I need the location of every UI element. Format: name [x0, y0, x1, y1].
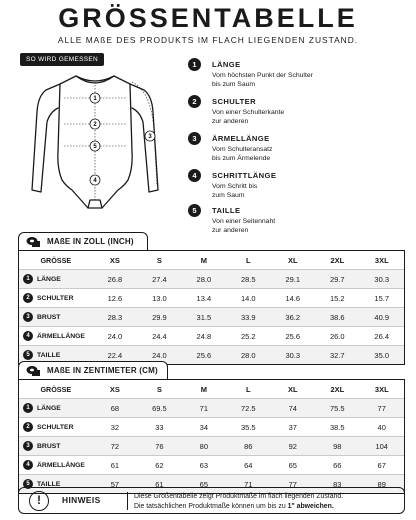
row-number-badge: 5: [23, 350, 33, 360]
row-label-text: BRUST: [37, 442, 61, 450]
column-header-2xl: 2XL: [330, 255, 345, 265]
legend-description: Vom Schulteransatz bis zum Ärmelende: [212, 146, 273, 162]
legend-description: Vom höchsten Punkt der Schulter bis zum Saum: [212, 72, 313, 88]
table-cell: 34: [199, 422, 209, 432]
row-label: [19, 308, 93, 327]
table-cell: 26.8: [107, 274, 123, 284]
row-label-text: TAILLE: [37, 480, 61, 488]
legend-title: ÄRMELLÄNGE: [212, 134, 270, 143]
table-cell: 66: [333, 460, 342, 470]
table-cell: 69.5: [152, 403, 167, 413]
table-cell: 74: [288, 403, 297, 413]
table-cell: 26.0: [329, 331, 345, 341]
table-row: [19, 307, 404, 326]
row-label-text: LÄNGE: [37, 404, 61, 412]
row-label: [19, 399, 93, 418]
column-header-3xl: 3XL: [374, 255, 389, 265]
legend-item-waist: [188, 204, 388, 238]
table-cell: 57: [110, 479, 120, 489]
table-cell: 38.6: [329, 312, 345, 322]
table-cell: 89: [377, 479, 386, 489]
table-cell: 29.9: [152, 312, 167, 322]
table-cell: 76: [155, 441, 164, 451]
column-header-size: GRÖSSE: [40, 384, 72, 394]
note-text: Diese Größentabelle zeigt Produktmaße im flach liegenden Zustand. Die tatsächlichen Produktmaße können um bis zu 1" abweichen.: [134, 493, 344, 510]
legend-description: Vom Schritt bis zum Saum: [212, 183, 258, 199]
legend-number: 3: [188, 132, 201, 145]
column-header-xs: XS: [109, 255, 120, 265]
legend-number: 2: [188, 95, 201, 108]
table-cell: 13.0: [152, 293, 167, 303]
table-cell: 14.0: [241, 293, 256, 303]
table-cell: 33: [155, 422, 164, 432]
column-header-l: L: [246, 255, 251, 265]
table-cell: 62: [155, 460, 164, 470]
table-row: [19, 436, 404, 455]
figure-marker-1: 1: [93, 96, 97, 102]
table-cell: 22.4: [107, 350, 123, 360]
table-cell: 33.9: [241, 312, 256, 322]
bodysuit-illustration: [20, 72, 170, 222]
table-cell: 63: [199, 460, 209, 470]
column-header-xl: XL: [288, 255, 298, 265]
row-number-badge: 3: [23, 441, 33, 451]
row-number-badge: 2: [23, 293, 33, 303]
table-cell: 77: [288, 479, 297, 489]
table-cell: 37: [288, 422, 297, 432]
table-cell: 38.5: [329, 422, 345, 432]
table-cell: 35.0: [374, 350, 390, 360]
row-label-text: SCHULTER: [37, 294, 74, 302]
table-cell: 68: [110, 403, 120, 413]
table-cell: 27.4: [152, 274, 167, 284]
table-cell: 29.7: [329, 274, 345, 284]
figure-marker-2: 2: [93, 122, 97, 128]
row-number-badge: 4: [23, 460, 33, 470]
table-row: [19, 288, 404, 307]
table-cell: 24.0: [107, 331, 123, 341]
table-cell: 28.0: [196, 274, 212, 284]
legend-number: 1: [188, 58, 201, 71]
legend-item-sleeve: [188, 132, 388, 166]
legend-number: 5: [188, 204, 201, 217]
row-label-text: LÄNGE: [37, 275, 61, 283]
column-header-xs: XS: [109, 384, 120, 394]
table-cell: 71: [244, 479, 253, 489]
table-cell: 77: [377, 403, 386, 413]
legend-title: SCHRITTLÄNGE: [212, 171, 277, 180]
table-cell: 15.7: [374, 293, 390, 303]
table-cell: 14.6: [285, 293, 301, 303]
column-header-m: M: [200, 255, 207, 265]
table-cell: 61: [110, 460, 120, 470]
cm-table-heading: MAßE IN ZENTIMETER (CM): [18, 361, 168, 379]
row-label-text: ÄRMELLÄNGE: [37, 332, 85, 340]
row-label-text: TAILLE: [37, 351, 61, 359]
table-cell: 72: [110, 441, 120, 451]
table-cell: 80: [199, 441, 209, 451]
row-label: [19, 437, 93, 456]
table-cell: 31.5: [196, 312, 212, 322]
column-header-s: S: [156, 384, 162, 394]
column-header-size: GRÖSSE: [40, 255, 72, 265]
page-subtitle: ALLE MAßE DES PRODUKTS IM FLACH LIEGENDEN ZUSTAND.: [57, 35, 359, 45]
table-cell: 25.6: [196, 350, 212, 360]
table-cell: 24.0: [152, 350, 167, 360]
table-cell: 29.1: [285, 274, 301, 284]
table-row: [19, 269, 404, 288]
table-cell: 32: [110, 422, 120, 432]
row-label: [19, 270, 93, 289]
table-cell: 25.6: [285, 331, 301, 341]
ruler-icon: [26, 365, 40, 377]
table-cell: 12.6: [107, 293, 123, 303]
table-cell: 40.9: [374, 312, 390, 322]
legend-title: LÄNGE: [212, 60, 241, 69]
table-header-row: [19, 251, 404, 269]
legend-description: Von einer Schulterkante zur anderen: [212, 109, 285, 125]
note-divider: [127, 492, 128, 510]
row-number-badge: 1: [23, 403, 33, 413]
legend-item-length: [188, 58, 388, 92]
table-cell: 86: [244, 441, 253, 451]
table-cell: 67: [377, 460, 386, 470]
legend-description: Von einer Seitennaht zur anderen: [212, 218, 276, 234]
how-to-measure-label: SO WIRD GEMESSEN: [20, 53, 104, 66]
column-header-2xl: 2XL: [330, 384, 345, 394]
legend-number: 4: [188, 169, 201, 182]
ruler-icon: [26, 236, 40, 248]
table-cell: 40: [377, 422, 386, 432]
row-number-badge: 3: [23, 312, 33, 322]
cm-size-table: [18, 379, 405, 494]
table-cell: 72.5: [241, 403, 256, 413]
table-cell: 26.4: [374, 331, 390, 341]
table-cell: 92: [288, 441, 297, 451]
table-cell: 24.4: [152, 331, 167, 341]
legend-title: TAILLE: [212, 206, 241, 215]
page-title: GRÖSSENTABELLE: [58, 3, 358, 33]
column-header-l: L: [246, 384, 251, 394]
table-cell: 36.2: [285, 312, 301, 322]
row-label-text: BRUST: [37, 313, 61, 321]
table-row: [19, 398, 404, 417]
table-cell: 28.3: [107, 312, 123, 322]
table-cell: 83: [333, 479, 342, 489]
legend-item-shoulder: [188, 95, 388, 129]
table-cell: 98: [333, 441, 342, 451]
row-number-badge: 5: [23, 479, 33, 489]
column-header-3xl: 3XL: [374, 384, 389, 394]
table-row: [19, 417, 404, 436]
row-label-text: SCHULTER: [37, 423, 74, 431]
table-row: [19, 455, 404, 474]
table-cell: 28.0: [241, 350, 256, 360]
row-label-text: ÄRMELLÄNGE: [37, 461, 85, 469]
table-cell: 64: [244, 460, 253, 470]
row-number-badge: 4: [23, 331, 33, 341]
table-cell: 65: [199, 479, 209, 489]
figure-marker-5: 5: [93, 144, 97, 150]
table-cell: 30.3: [374, 274, 390, 284]
table-row: [19, 326, 404, 345]
row-label: [19, 418, 93, 437]
note-box: [18, 487, 405, 514]
row-label: [19, 327, 93, 346]
table-cell: 15.2: [329, 293, 345, 303]
table-cell: 32.7: [329, 350, 345, 360]
table-header-row: [19, 380, 404, 398]
table-cell: 35.5: [241, 422, 256, 432]
row-number-badge: 2: [23, 422, 33, 432]
table-cell: 13.4: [196, 293, 212, 303]
table-cell: 65: [288, 460, 297, 470]
inch-size-table: [18, 250, 405, 365]
table-cell: 71: [199, 403, 209, 413]
row-label: [19, 456, 93, 475]
row-number-badge: 1: [23, 274, 33, 284]
figure-marker-4: 4: [93, 178, 97, 184]
table-cell: 28.5: [241, 274, 256, 284]
inch-table-heading: MAßE IN ZOLL (INCH): [18, 232, 148, 250]
table-cell: 104: [375, 441, 388, 451]
table-cell: 61: [155, 479, 164, 489]
row-label: [19, 289, 93, 308]
legend-item-inseam: [188, 169, 388, 203]
column-header-m: M: [200, 384, 207, 394]
table-cell: 25.2: [241, 331, 256, 341]
figure-marker-3: 3: [148, 134, 152, 140]
column-header-xl: XL: [288, 384, 298, 394]
legend-title: SCHULTER: [212, 97, 256, 106]
exclamation-icon: !: [29, 491, 49, 511]
table-cell: 30.3: [285, 350, 301, 360]
column-header-s: S: [156, 255, 162, 265]
note-heading: HINWEIS: [62, 495, 101, 505]
table-cell: 24.8: [196, 331, 212, 341]
table-cell: 75.5: [329, 403, 345, 413]
